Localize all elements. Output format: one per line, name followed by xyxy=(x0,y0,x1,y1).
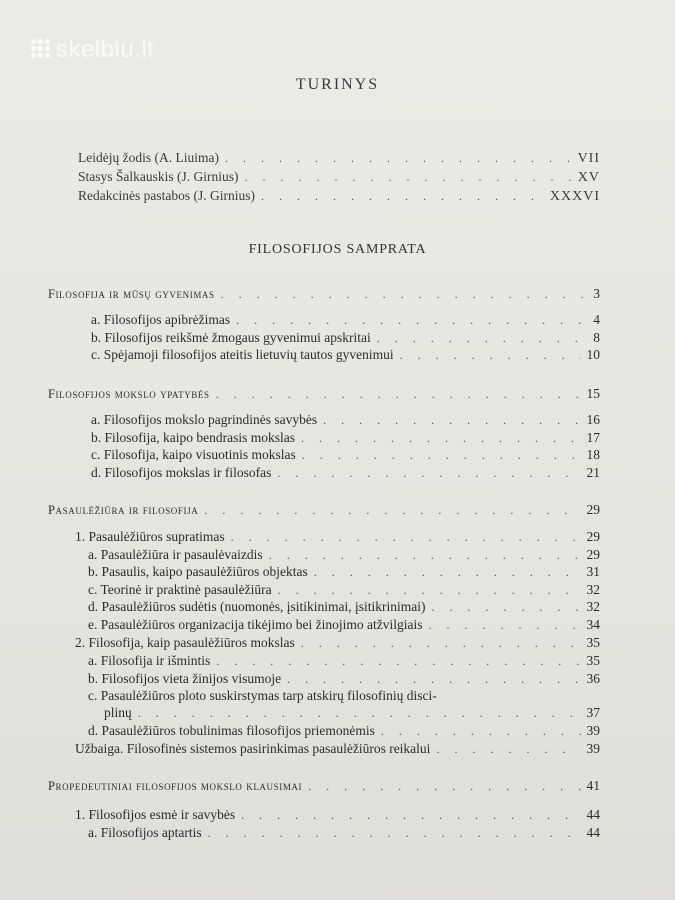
entry-page: 37 xyxy=(586,705,600,720)
entry-label: Užbaiga. Filosofinės sistemos pasirinkimas pasaulėžiūros reikalui xyxy=(75,741,431,756)
toc-entry xyxy=(91,447,600,463)
leader-dots xyxy=(301,431,581,446)
leader-dots xyxy=(302,448,581,463)
toc-entry xyxy=(75,807,600,823)
leader-dots xyxy=(277,466,580,481)
entry-label: a. Pasaulėžiūra ir pasaulėvaizdis xyxy=(88,547,263,562)
entry-label: Filosofijos mokslo ypatybės xyxy=(48,387,210,401)
entry-page: 39 xyxy=(586,741,600,756)
entry-page: 4 xyxy=(593,312,600,327)
entry-label: a. Filosofija ir išmintis xyxy=(88,653,211,668)
leader-dots xyxy=(436,742,580,757)
entry-label: c. Spėjamoji filosofijos ateitis lietuvių tautos gyvenimui xyxy=(91,347,394,362)
toc-entry xyxy=(75,741,600,757)
entry-page: 35 xyxy=(586,653,600,668)
entry-page: 32 xyxy=(586,582,600,597)
entry-label: b. Filosofijos vieta žinijos visumoje xyxy=(88,671,282,686)
entry-label: d. Filosofijos mokslas ir filosofas xyxy=(91,465,272,480)
toc-entry xyxy=(104,705,600,721)
toc-entry xyxy=(88,547,600,563)
entry-label: 1. Filosofijos esmė ir savybės xyxy=(75,807,236,822)
watermark-logo-icon xyxy=(30,38,52,60)
leader-dots xyxy=(301,636,581,651)
page-title: TURINYS xyxy=(295,76,380,93)
toc-entry xyxy=(91,465,600,481)
toc-entry xyxy=(91,330,600,346)
leader-dots xyxy=(216,387,581,402)
watermark xyxy=(30,36,154,64)
entry-label: 1. Pasaulėžiūros supratimas xyxy=(75,529,225,544)
entry-page: 15 xyxy=(586,386,600,401)
leader-dots xyxy=(204,503,580,518)
leader-dots xyxy=(381,724,581,739)
toc-section xyxy=(48,386,600,402)
toc-section xyxy=(48,778,600,794)
entry-label: Filosofija ir mūsų gyvenimas xyxy=(48,287,215,301)
toc-entry xyxy=(75,635,600,651)
toc-entry xyxy=(88,564,600,580)
toc-entry xyxy=(91,312,600,328)
entry-page: 8 xyxy=(593,330,600,345)
leader-dots xyxy=(216,654,580,669)
entry-label: b. Pasaulis, kaipo pasaulėžiūros objektas xyxy=(88,564,308,579)
toc-entry xyxy=(91,412,600,428)
entry-page: 44 xyxy=(586,825,600,840)
leader-dots xyxy=(225,151,572,166)
entry-page: 17 xyxy=(586,430,600,445)
leader-dots xyxy=(323,413,580,428)
leader-dots xyxy=(377,331,588,346)
entry-page: 18 xyxy=(586,447,600,462)
leader-dots xyxy=(278,583,581,598)
leader-dots xyxy=(287,672,580,687)
leader-dots xyxy=(236,313,587,328)
entry-page: 41 xyxy=(586,778,600,793)
leader-dots xyxy=(231,530,581,545)
toc-entry xyxy=(91,430,600,446)
toc-entry xyxy=(88,723,600,739)
entry-page: 21 xyxy=(586,465,600,480)
watermark-text: skelbiu.lt xyxy=(56,36,155,63)
leader-dots xyxy=(245,170,572,185)
toc-entry xyxy=(88,582,600,598)
entry-label: a. Filosofijos mokslo pagrindinės savybės xyxy=(91,412,318,427)
entry-label: Leidėjų žodis (A. Liuima) xyxy=(78,150,219,165)
entry-page: 44 xyxy=(586,807,600,822)
toc-entry xyxy=(78,150,600,167)
entry-label: e. Pasaulėžiūros organizacija tikėjimo bei žinojimo atžvilgiais xyxy=(88,617,423,632)
entry-page: VII xyxy=(577,151,600,166)
entry-label: Redakcinės pastabos (J. Girnius) xyxy=(78,188,255,203)
entry-label: d. Pasaulėžiūros sudėtis (nuomonės, įsitikinimai, įsitikrinimai) xyxy=(88,599,426,614)
toc-section xyxy=(48,502,600,518)
toc-entry xyxy=(88,671,600,687)
toc-entry-label-wrapped: c. Pasaulėžiūros ploto suskirstymas tarp atskirų filosofinių disci- xyxy=(88,688,437,703)
toc-entry xyxy=(91,347,600,363)
entry-page: 31 xyxy=(586,564,600,579)
entry-label: Propedeutiniai filosofijos mokslo klausimai xyxy=(48,779,303,793)
leader-dots xyxy=(314,565,581,580)
leader-dots xyxy=(431,600,580,615)
entry-label: a. Filosofijos aptartis xyxy=(88,825,202,840)
leader-dots xyxy=(138,706,581,721)
entry-label: Stasys Šalkauskis (J. Girnius) xyxy=(78,169,239,184)
entry-page: 29 xyxy=(586,547,600,562)
leader-dots xyxy=(261,189,544,204)
toc-entry xyxy=(88,617,600,633)
entry-page: XXXVI xyxy=(549,189,600,204)
entry-page: 29 xyxy=(586,502,600,517)
toc-entry xyxy=(78,188,600,205)
leader-dots xyxy=(269,548,581,563)
leader-dots xyxy=(400,348,581,363)
entry-label: c. Teorinė ir praktinė pasaulėžiūra xyxy=(88,582,272,597)
toc-entry xyxy=(88,653,600,669)
leader-dots xyxy=(221,287,588,302)
entry-label: c. Filosofija, kaipo visuotinis mokslas xyxy=(91,447,296,462)
entry-page: 16 xyxy=(586,412,600,427)
entry-page: 32 xyxy=(586,599,600,614)
entry-page: XV xyxy=(577,170,600,185)
toc-entry xyxy=(78,169,600,186)
entry-label: d. Pasaulėžiūros tobulinimas filosofijos priemonėmis xyxy=(88,723,375,738)
entry-page: 29 xyxy=(586,529,600,544)
toc-entry xyxy=(88,825,600,841)
toc-entry xyxy=(88,599,600,615)
entry-page: 3 xyxy=(593,286,600,301)
leader-dots xyxy=(241,808,580,823)
entry-label: a. Filosofijos apibrėžimas xyxy=(91,312,231,327)
entry-label: b. Filosofijos reikšmė žmogaus gyvenimui apskritai xyxy=(91,330,371,345)
entry-label: Pasaulėžiūra ir filosofija xyxy=(48,503,199,517)
leader-dots xyxy=(208,826,581,841)
leader-dots xyxy=(308,779,580,794)
entry-page: 35 xyxy=(586,635,600,650)
leader-dots xyxy=(429,618,581,633)
toc-section xyxy=(48,286,600,302)
entry-page: 10 xyxy=(586,347,600,362)
entry-page: 36 xyxy=(586,671,600,686)
entry-page: 34 xyxy=(586,617,600,632)
toc-entry xyxy=(75,529,600,545)
entry-label: b. Filosofija, kaipo bendrasis mokslas xyxy=(91,430,295,445)
entry-page: 39 xyxy=(586,723,600,738)
part-heading: FILOSOFIJOS SAMPRATA xyxy=(248,242,427,257)
entry-label: plinų xyxy=(104,705,132,720)
entry-label: 2. Filosofija, kaip pasaulėžiūros mokslas xyxy=(75,635,295,650)
